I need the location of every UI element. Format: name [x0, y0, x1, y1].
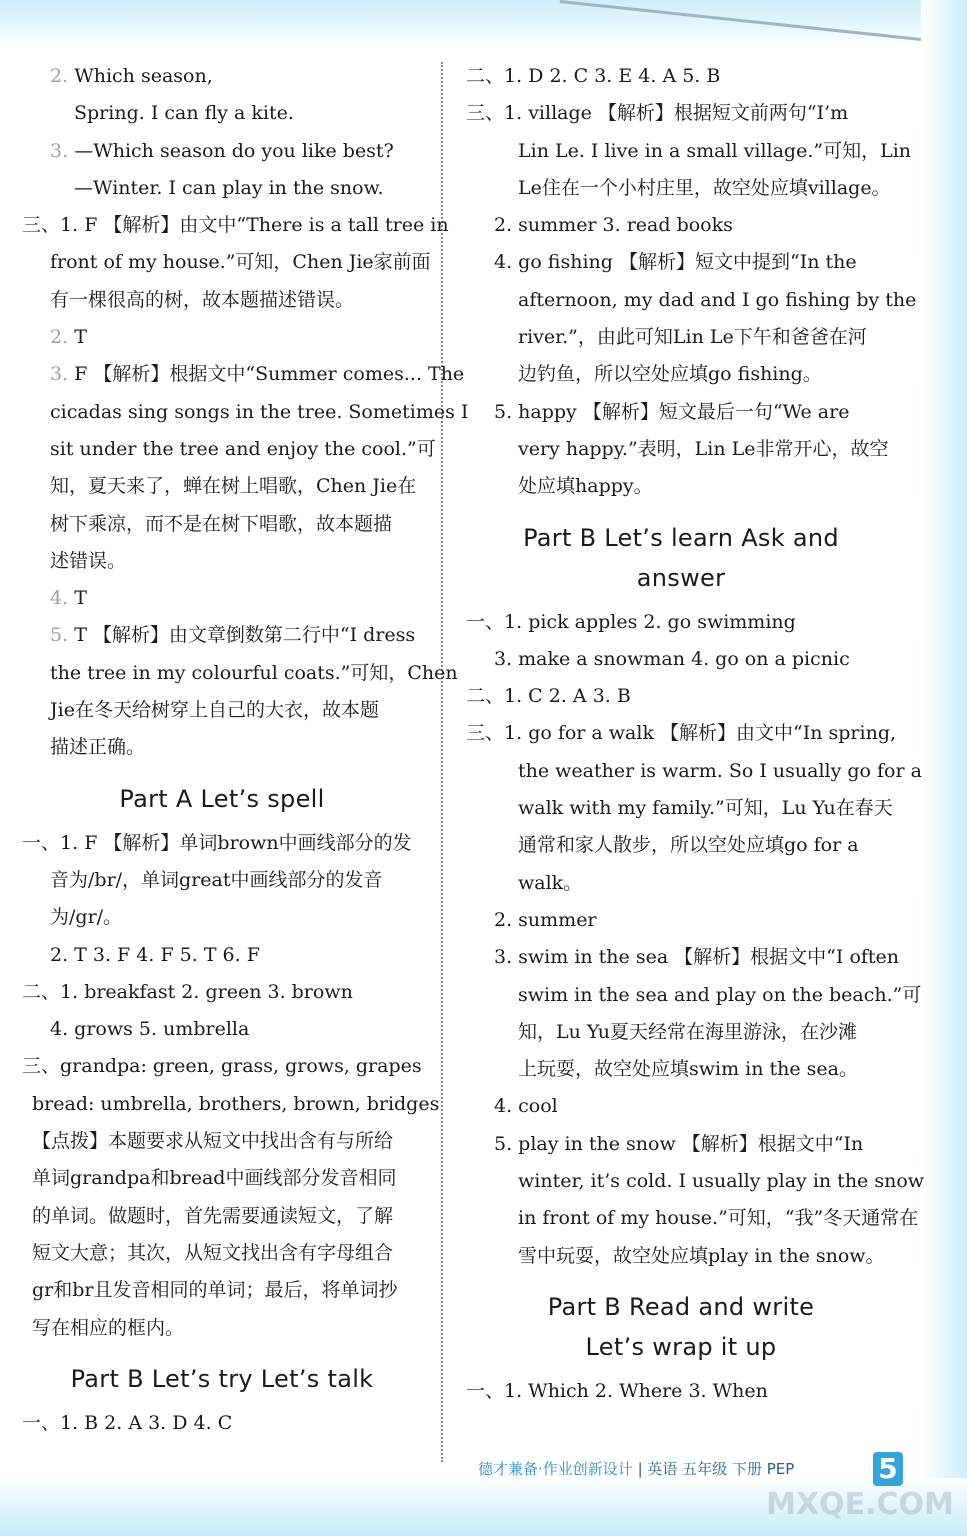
- answer-line: 三、grandpa: green, grass, grows, grapes: [22, 1055, 422, 1078]
- answer-line: 二、1. D 2. C 3. E 4. A 5. B: [466, 65, 721, 87]
- hint-line: 单词grandpa和bread中画线部分发音相同: [32, 1167, 397, 1190]
- answer-line: 有一棵很高的树，故本题描述错误。: [50, 288, 355, 311]
- answer-line: 5. T 【解析】由文章倒数第二行中“I dress: [50, 624, 416, 647]
- hint-line: 短文大意；其次，从短文找出含有字母组合: [32, 1241, 394, 1264]
- answer-line: 上玩耍，故空处应填swim in the sea。: [518, 1058, 858, 1081]
- answer-line: 二、1. breakfast 2. green 3. brown: [22, 980, 353, 1003]
- section-heading-lets-try: Part B Let’s try Let’s talk: [70, 1364, 374, 1393]
- answer-line: 描述正确。: [50, 736, 146, 759]
- answer-line: 4. cool: [494, 1095, 558, 1118]
- section-heading-lets-learn: Part B Let’s learn Ask and: [523, 523, 839, 552]
- answer-line: 一、1. Which 2. Where 3. When: [466, 1379, 768, 1402]
- watermark-logo: [760, 1474, 960, 1524]
- answer-line: 三、1. village 【解析】根据短文前两句“I’m: [466, 102, 849, 125]
- book-title: 德才兼备·作业创新设计: [478, 1460, 633, 1478]
- answer-line: in front of my house.”可知，“我”冬天通常在: [518, 1207, 919, 1230]
- answer-line: 5. happy 【解析】短文最后一句“We are: [494, 400, 850, 423]
- section-heading-lets-spell: Part A Let’s spell: [119, 784, 325, 813]
- answer-line: 一、1. B 2. A 3. D 4. C: [22, 1411, 233, 1434]
- answer-line: bread: umbrella, brothers, brown, bridges: [32, 1092, 440, 1115]
- answer-line: 2. T: [50, 326, 87, 349]
- answer-line: 4. grows 5. umbrella: [50, 1018, 250, 1041]
- answer-line: front of my house.”可知，Chen Jie家前面: [50, 251, 431, 274]
- answer-line: 三、1. go for a walk 【解析】由文中“In spring,: [466, 722, 897, 745]
- answer-line: 边钓鱼，所以空处应填go fishing。: [518, 363, 822, 386]
- answer-line: Le住在一个小村庄里，故空处应填village。: [518, 176, 891, 199]
- footer-separator: |: [637, 1460, 643, 1478]
- answer-line: —Winter. I can play in the snow.: [74, 176, 384, 199]
- answer-line: very happy.”表明，Lin Le非常开心，故空: [518, 437, 889, 460]
- answer-line: sit under the tree and enjoy the cool.”可: [50, 437, 436, 460]
- answer-line: 5. play in the snow 【解析】根据文中“In: [494, 1132, 864, 1155]
- answer-line: 音为/br/，单词great中画线部分的发音: [50, 868, 383, 891]
- section-heading-wrap-it-up: Let’s wrap it up: [585, 1332, 777, 1361]
- answer-line: 处应填happy。: [518, 475, 653, 498]
- page-number: 5: [873, 1452, 903, 1486]
- answer-line: walk with my family.”可知，Lu Yu在春天: [518, 797, 893, 820]
- answer-line: 2. Which season,: [50, 65, 213, 87]
- watermark-text: MXQE.COM: [766, 1487, 954, 1522]
- answer-line: 2. T 3. F 4. F 5. T 6. F: [50, 943, 260, 966]
- answer-line: 为/gr/。: [50, 906, 123, 929]
- answer-line: Spring. I can fly a kite.: [74, 102, 294, 125]
- answer-line: river.”，由此可知Lin Le下午和爸爸在河: [518, 326, 867, 349]
- answer-line: the tree in my colourful coats.”可知，Chen: [50, 661, 458, 684]
- answer-line: afternoon, my dad and I go fishing by the: [518, 288, 917, 311]
- answer-line: 通常和家人散步，所以空处应填go for a: [518, 834, 859, 857]
- answer-line: 3. —Which season do you like best?: [50, 139, 394, 162]
- hint-line: 写在相应的框内。: [32, 1316, 185, 1339]
- answer-line: 3. make a snowman 4. go on a picnic: [494, 647, 850, 670]
- answer-line: 三、1. F 【解析】由文中“There is a tall tree in: [22, 214, 449, 237]
- answer-line: 4. T: [50, 587, 87, 610]
- answer-line: 4. go fishing 【解析】短文中提到“In the: [494, 251, 857, 274]
- column-divider: [441, 62, 443, 1462]
- answer-line: 知，夏天来了，蝉在树上唱歌，Chen Jie在: [50, 475, 417, 498]
- section-heading-read-and-write: Part B Read and write: [547, 1292, 815, 1321]
- answer-line: the weather is warm. So I usually go for a: [518, 759, 922, 782]
- hint-line: 的单词。做题时，首先需要通读短文，了解: [32, 1204, 394, 1227]
- answer-line: winter, it’s cold. I usually play in the snow: [518, 1170, 925, 1193]
- answer-line: 2. summer 3. read books: [494, 214, 733, 237]
- answer-line: 二、1. C 2. A 3. B: [466, 685, 631, 708]
- right-decor-band: [921, 0, 967, 1536]
- answer-line: swim in the sea and play on the beach.”可: [518, 983, 922, 1006]
- answer-line: Lin Le. I live in a small village.”可知，Lin: [518, 139, 912, 162]
- hint-line: gr和br且发音相同的单词；最后，将单词抄: [32, 1279, 398, 1302]
- section-heading-lets-learn-cont: answer: [636, 563, 726, 592]
- answer-line: 知，Lu Yu夏天经常在海里游泳，在沙滩: [518, 1020, 858, 1043]
- subject-info: 英语 五年级 下册 PEP: [647, 1460, 795, 1478]
- top-decor-band: [0, 0, 967, 44]
- answer-line: 述错误。: [50, 549, 127, 572]
- answer-line: 雪中玩耍，故空处应填play in the snow。: [518, 1244, 885, 1267]
- answer-line: 一、1. F 【解析】单词brown中画线部分的发: [22, 831, 412, 854]
- hint-line: 【点拨】本题要求从短文中找出含有与所给: [32, 1130, 394, 1153]
- answer-line: Jie在冬天给树穿上自己的大衣，故本题: [50, 699, 379, 722]
- answer-line: 2. summer: [494, 908, 597, 931]
- answer-line: 树下乘凉，而不是在树下唱歌，故本题描: [50, 512, 393, 535]
- top-decor-ray: [560, 0, 967, 47]
- answer-line: walk。: [518, 871, 583, 894]
- answer-line: 一、1. pick apples 2. go swimming: [466, 610, 796, 633]
- left-column: [22, 58, 469, 1442]
- answer-line: 3. F 【解析】根据文中“Summer comes... The: [50, 363, 465, 386]
- right-column: [466, 58, 925, 1410]
- answer-line: cicadas sing songs in the tree. Sometimes I: [50, 400, 469, 423]
- page-footer: [478, 1458, 794, 1488]
- answer-line: 3. swim in the sea 【解析】根据文中“I often: [494, 946, 900, 969]
